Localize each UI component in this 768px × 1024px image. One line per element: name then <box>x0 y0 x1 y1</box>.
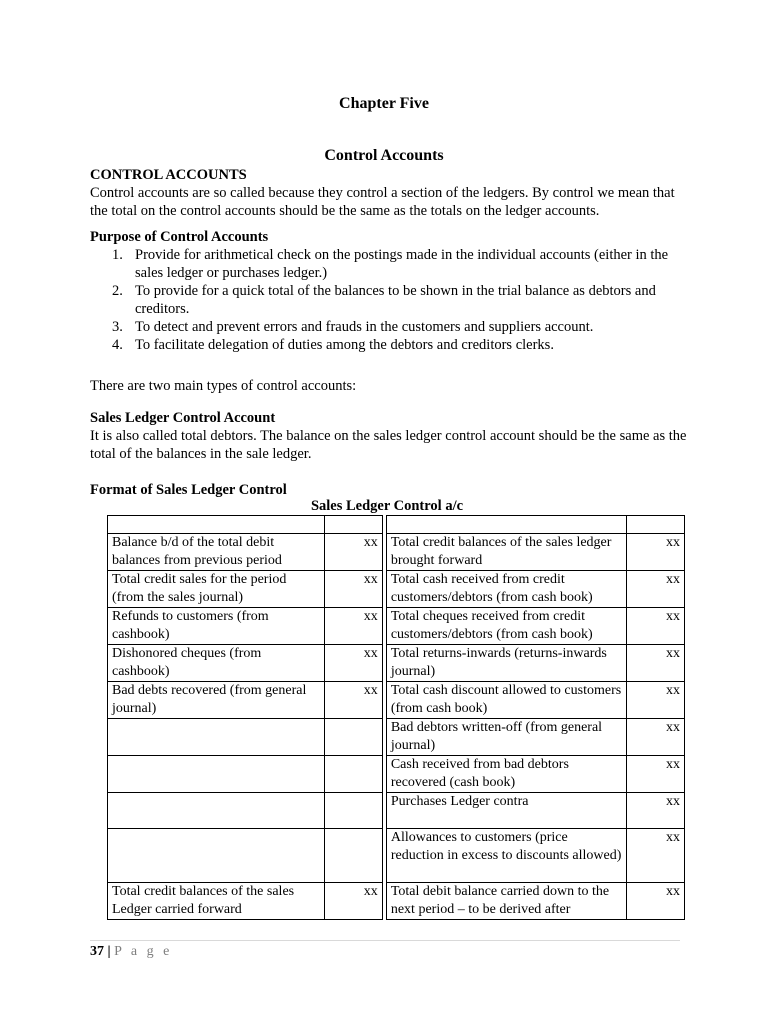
left-description: Total credit balances of the sales Ledger carried forward <box>108 883 325 920</box>
right-amount: xx <box>627 756 685 793</box>
right-description: Total cheques received from credit customers/debtors (from cash book) <box>386 608 626 645</box>
table-row <box>108 608 685 645</box>
right-description: Cash received from bad debtors recovered (cash book) <box>386 756 626 793</box>
left-description <box>108 719 325 756</box>
left-amount <box>325 516 383 534</box>
right-amount: xx <box>627 719 685 756</box>
table-row <box>108 516 685 534</box>
list-item: 2. To provide for a quick total of the balances to be shown in the trial balance as debtors and creditors. <box>112 283 656 317</box>
right-amount: xx <box>627 682 685 719</box>
page-footer <box>90 943 172 961</box>
left-description: Total credit sales for the period (from the sales journal) <box>108 571 325 608</box>
footer-separator: | <box>107 944 111 959</box>
purpose-section <box>90 228 690 354</box>
right-amount: xx <box>627 645 685 682</box>
left-amount <box>325 756 383 793</box>
left-amount <box>325 719 383 756</box>
right-amount: xx <box>627 793 685 829</box>
right-amount: xx <box>627 571 685 608</box>
right-amount: xx <box>627 608 685 645</box>
purpose-list <box>90 246 690 354</box>
table-row <box>108 756 685 793</box>
sales-ledger-text: It is also called total debtors. The balance on the sales ledger control account should be the same as the total of the balances in the sale ledger. <box>90 428 687 462</box>
table-row <box>108 645 685 682</box>
left-description: Bad debts recovered (from general journal) <box>108 682 325 719</box>
page-title: Control Accounts <box>324 147 444 164</box>
footer-divider <box>90 940 680 941</box>
sales-ledger-heading: Sales Ledger Control Account <box>90 410 276 426</box>
table-row <box>108 829 685 883</box>
format-heading: Format of Sales Ledger Control <box>90 482 287 498</box>
right-description: Allowances to customers (price reduction in excess to discounts allowed) <box>386 829 626 883</box>
left-amount: xx <box>325 571 383 608</box>
left-amount <box>325 829 383 883</box>
left-description <box>108 756 325 793</box>
right-description: Total credit balances of the sales ledger brought forward <box>386 534 626 571</box>
right-description: Total debit balance carried down to the next period – to be derived after <box>386 883 626 920</box>
left-description <box>108 516 325 534</box>
right-description: Total cash discount allowed to customers (from cash book) <box>386 682 626 719</box>
left-amount <box>325 793 383 829</box>
left-amount: xx <box>325 883 383 920</box>
left-description: Refunds to customers (from cashbook) <box>108 608 325 645</box>
table-row <box>108 719 685 756</box>
right-description: Total returns-inwards (returns-inwards journal) <box>386 645 626 682</box>
ledger-table <box>107 515 685 920</box>
chapter-heading: Chapter Five <box>339 95 429 112</box>
purpose-heading: Purpose of Control Accounts <box>90 229 269 245</box>
left-amount: xx <box>325 645 383 682</box>
left-amount: xx <box>325 534 383 571</box>
table-row <box>108 571 685 608</box>
table-caption: Sales Ledger Control a/c <box>310 498 464 514</box>
intro-section <box>90 166 690 220</box>
page-label: P a g e <box>114 944 173 959</box>
left-description: Dishonored cheques (from cashbook) <box>108 645 325 682</box>
right-description: Purchases Ledger contra <box>386 793 626 829</box>
table-row <box>108 534 685 571</box>
right-amount: xx <box>627 829 685 883</box>
table-row <box>108 793 685 829</box>
list-item: 4. To facilitate delegation of duties among the debtors and creditors clerks. <box>112 337 554 353</box>
list-item: 1. Provide for arithmetical check on the postings made in the individual accounts (either in the sales ledger or purchases ledger.) <box>112 247 669 281</box>
left-description <box>108 793 325 829</box>
left-description: Balance b/d of the total debit balances from previous period <box>108 534 325 571</box>
list-item: 3. To detect and prevent errors and frauds in the customers and suppliers account. <box>112 319 594 335</box>
page-number: 37 <box>90 944 104 959</box>
right-description: Bad debtors written-off (from general journal) <box>386 719 626 756</box>
left-amount: xx <box>325 608 383 645</box>
right-amount: xx <box>627 883 685 920</box>
right-amount <box>627 516 685 534</box>
right-description <box>386 516 626 534</box>
left-amount: xx <box>325 682 383 719</box>
table-row <box>108 883 685 920</box>
intro-text: Control accounts are so called because they control a section of the ledgers. By control we mean that the total on the control accounts should be the same as the totals on the ledger accounts. <box>90 185 675 219</box>
right-amount: xx <box>627 534 685 571</box>
right-description: Total cash received from credit customers/debtors (from cash book) <box>386 571 626 608</box>
left-description <box>108 829 325 883</box>
sales-ledger-section <box>90 409 690 463</box>
types-text: There are two main types of control accounts: <box>90 378 357 394</box>
table-row <box>108 682 685 719</box>
intro-heading: CONTROL ACCOUNTS <box>90 167 247 183</box>
